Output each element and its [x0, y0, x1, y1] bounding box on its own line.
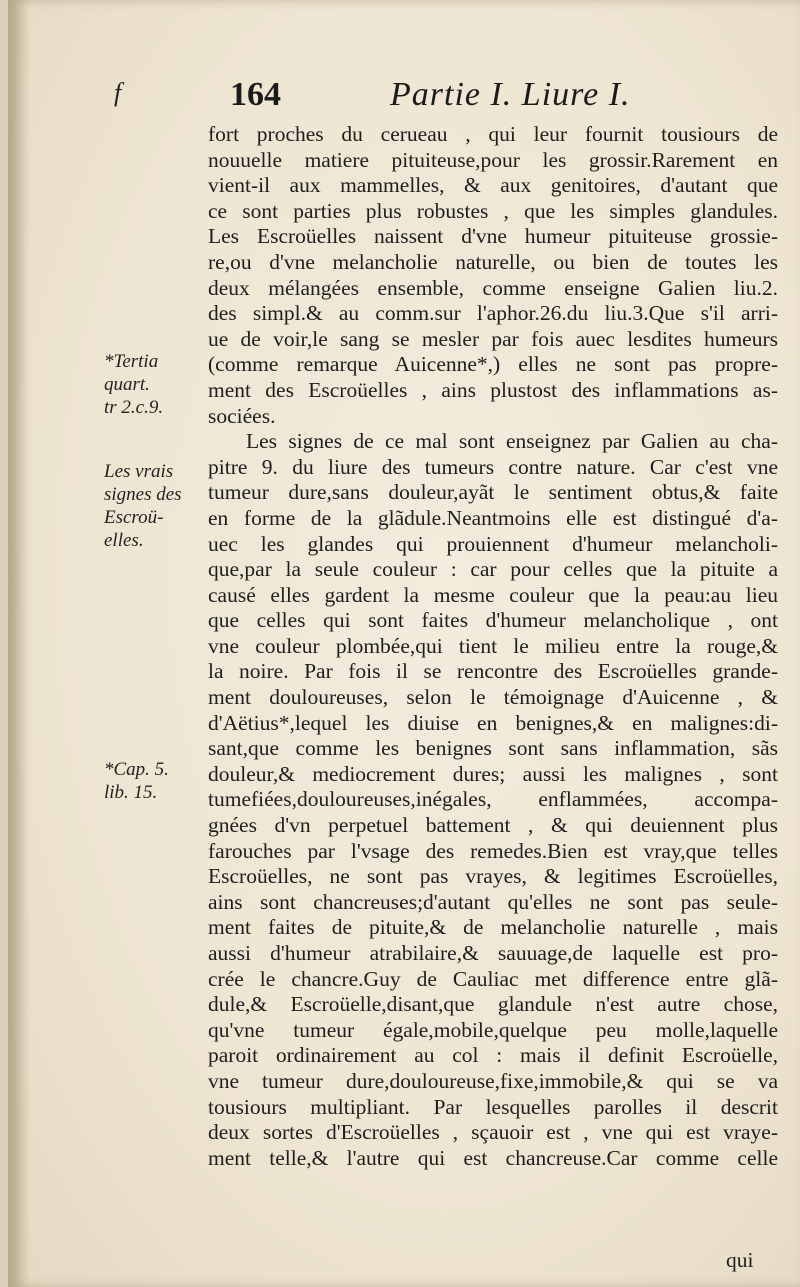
page-number: 164	[230, 76, 281, 113]
text-line: la noire. Par fois il se rencontre des Escroüelles grande-	[208, 659, 778, 684]
text-line: en forme de la glãdule.Neantmoins elle est distingué d'a-	[208, 505, 778, 530]
text-line: que,par la seule couleur : car pour celles que la pituite a	[208, 557, 778, 582]
margin-note-line: tr 2.c.9.	[104, 397, 164, 418]
text-line: tumefiées,douloureuses,inégales, enflammées, accompa-	[208, 787, 778, 812]
margin-note-line: Les vrais	[104, 461, 174, 482]
margin-note-line: elles.	[104, 530, 144, 551]
text-line: Les signes de ce mal sont enseignez par Galien au cha-	[246, 429, 778, 454]
text-line: tousiours multipliant. Par lesquelles parolles il descrit	[208, 1094, 778, 1119]
text-line: que celles qui sont faites d'humeur melancholique , ont	[208, 608, 778, 633]
page-gutter-shadow	[8, 0, 30, 1287]
margin-note-signes	[104, 460, 204, 552]
text-line: crée le chancre.Guy de Cauliac met difference entre glã-	[208, 966, 778, 991]
catchword: qui	[726, 1248, 754, 1272]
text-line: des simpl.& au comm.sur l'aphor.26.du liu.3.Que s'il arri-	[208, 301, 778, 326]
margin-note-line: signes des	[104, 484, 182, 505]
text-line: gnées d'vn perpetuel battement , & qui deuiennent plus	[208, 813, 778, 838]
running-title: Partie I. Liure I.	[390, 76, 631, 113]
text-line: uec les glandes qui prouiennent d'humeur melancholi-	[208, 531, 778, 556]
text-line: ment faites de pituite,& de melancholie naturelle , mais	[208, 915, 778, 940]
text-line: d'Aëtius*,lequel les diuise en benignes,& en malignes:di-	[208, 710, 778, 735]
text-line: aussi d'humeur atrabilaire,& sauuage,de laquelle est pro-	[208, 941, 778, 965]
text-line: douleur,& mediocrement dures; aussi les malignes , sont	[208, 761, 778, 786]
text-line: ue de voir,le sang se mesler par fois auec lesdites humeurs	[208, 326, 778, 351]
text-line: sociées.	[208, 403, 276, 428]
text-line: ment telle,& l'autre qui est chancreuse.Car comme celle	[208, 1145, 778, 1170]
body-text	[208, 122, 778, 1171]
page-header	[220, 76, 760, 116]
text-line: re,ou d'vne melancholie naturelle, ou bien de toutes les	[208, 249, 778, 274]
text-line: vne couleur plombée,qui tient le milieu entre la rouge,&	[208, 633, 778, 658]
text-line: farouches par l'vsage des remedes.Bien est vray,que telles	[208, 838, 778, 863]
text-line: ce sont parties plus robustes , que les simples glandules.	[208, 198, 778, 223]
book-page	[8, 0, 800, 1287]
text-line: deux sortes d'Escroüelles , sçauoir est , vne qui est vraye-	[208, 1120, 778, 1145]
margin-note-line: Escroü-	[104, 507, 164, 528]
text-line: tumeur dure,sans douleur,ayãt le sentiment obtus,& faite	[208, 480, 778, 505]
margin-note-tertia	[104, 350, 204, 419]
text-line: ment douloureuses, selon le témoignage d'Auicenne , &	[208, 685, 778, 710]
text-line: fort proches du cerueau , qui leur fournit tousiours de	[208, 122, 778, 146]
text-line: ment des Escroüelles , ains plustost des inflammations as-	[208, 377, 778, 402]
margin-note-line: lib. 15.	[104, 782, 158, 803]
text-line: pitre 9. du liure des tumeurs contre nature. Car c'est vne	[208, 454, 778, 479]
text-line: vient-il aux mammelles, & aux genitoires, d'autant que	[208, 173, 778, 198]
text-line: (comme remarque Auicenne*,) elles ne sont pas propre-	[208, 352, 778, 377]
folio-mark: f	[114, 78, 122, 107]
text-line: ains sont chancreuses;d'autant qu'elles ne sont pas seule-	[208, 889, 778, 914]
text-line: Les Escroüelles naissent d'vne humeur pituiteuse grossie-	[208, 224, 778, 249]
text-line: sant,que comme les benignes sont sans inflammation, sãs	[208, 736, 778, 761]
margin-note-line: quart.	[104, 374, 150, 395]
text-line: causé elles gardent la mesme couleur que la peau:au lieu	[208, 582, 778, 607]
text-line: nouuelle matiere pituiteuse,pour les grossir.Rarement en	[208, 147, 778, 172]
text-line: vne tumeur dure,douloureuse,fixe,immobile,& qui se va	[208, 1068, 778, 1093]
margin-note-line: *Cap. 5.	[104, 759, 169, 780]
margin-note-line: *Tertia	[104, 351, 159, 372]
margin-note-cap	[104, 758, 204, 804]
text-line: qu'vne tumeur égale,mobile,quelque peu molle,laquelle	[208, 1017, 778, 1042]
text-line: dule,& Escroüelle,disant,que glandule n'est autre chose,	[208, 992, 778, 1017]
text-line: Escroüelles, ne sont pas vrayes, & legitimes Escroüelles,	[208, 864, 778, 889]
text-line: paroit ordinairement au col : mais il definit Escroüelle,	[208, 1043, 778, 1068]
text-line: deux mélangées ensemble, comme enseigne Galien liu.2.	[208, 275, 778, 300]
